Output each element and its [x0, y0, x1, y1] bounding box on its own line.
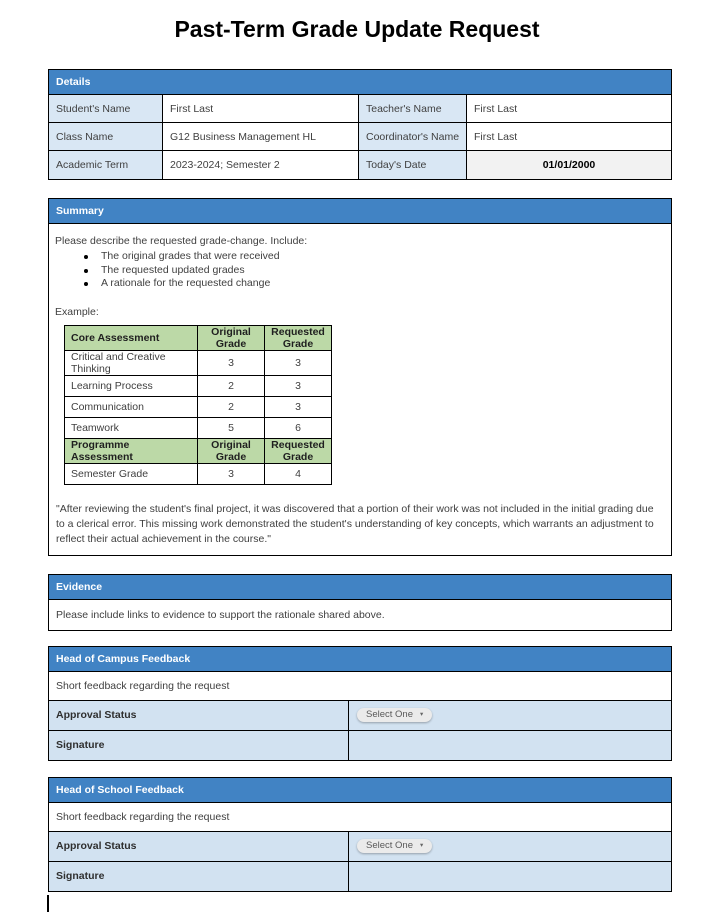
campus-approval-status-label: Approval Status	[49, 701, 348, 730]
requested-grade: 3	[265, 396, 332, 417]
dropdown-caret-icon: ▾	[420, 711, 424, 718]
evidence-section-header: Evidence	[49, 575, 671, 600]
school-signature-label: Signature	[49, 862, 348, 891]
campus-approval-status-cell	[348, 701, 671, 730]
original-grade: 2	[198, 396, 265, 417]
evidence-instruction[interactable]: Please include links to evidence to support the rationale shared above.	[56, 608, 385, 621]
head-of-campus-feedback-section	[48, 646, 672, 761]
teachers-name-label: Teacher's Name	[359, 95, 467, 123]
table-row	[65, 417, 332, 438]
summary-body[interactable]	[49, 224, 671, 555]
page-title: Past-Term Grade Update Request	[174, 16, 540, 42]
assessment-name: Communication	[65, 396, 198, 417]
text-cursor	[47, 895, 49, 912]
school-signature-field[interactable]	[348, 862, 671, 891]
campus-signature-row	[49, 731, 671, 760]
todays-date-value[interactable]: 01/01/2000	[467, 151, 671, 179]
class-name-value[interactable]: G12 Business Management HL	[163, 123, 359, 151]
campus-signature-label: Signature	[49, 731, 348, 760]
requested-grade: 4	[265, 463, 332, 484]
class-name-label: Class Name	[49, 123, 163, 151]
campus-feedback-input[interactable]: Short feedback regarding the request	[49, 672, 671, 701]
teachers-name-value[interactable]: First Last	[467, 95, 671, 123]
assessment-name: Semester Grade	[65, 463, 198, 484]
summary-intro: Please describe the requested grade-change. Include:	[55, 235, 308, 247]
rationale-quote: "After reviewing the student's final project, it was discovered that a portion of their work was not included in the initial grading due to a clerical error. This missing work demonstrated the student's understanding of key concepts, which warrants an adjustment to reflect their actual achievement in the course."	[56, 502, 654, 545]
requested-grade-header: Requested Grade	[265, 438, 332, 463]
original-grade: 3	[198, 463, 265, 484]
head-of-school-feedback-section	[48, 777, 672, 892]
school-feedback-input[interactable]: Short feedback regarding the request	[49, 803, 671, 832]
school-approval-row	[49, 832, 671, 862]
campus-feedback-header: Head of Campus Feedback	[49, 647, 671, 672]
school-approval-status-label: Approval Status	[49, 832, 348, 861]
dropdown-selected-value: Select One	[366, 840, 413, 851]
requested-grade: 3	[265, 375, 332, 396]
core-assessment-header-row	[65, 325, 332, 350]
programme-assessment-header-row	[65, 438, 332, 463]
coordinators-name-value[interactable]: First Last	[467, 123, 671, 151]
dropdown-selected-value: Select One	[366, 709, 413, 720]
coordinators-name-label: Coordinator's Name	[359, 123, 467, 151]
original-grade-header: Original Grade	[198, 438, 265, 463]
campus-approval-row	[49, 701, 671, 731]
details-section-header: Details	[49, 70, 671, 95]
example-label: Example:	[55, 305, 99, 318]
core-assessment-header: Core Assessment	[65, 325, 198, 350]
school-approval-status-cell	[348, 832, 671, 861]
todays-date-label: Today's Date	[359, 151, 467, 179]
academic-term-value[interactable]: 2023-2024; Semester 2	[163, 151, 359, 179]
campus-approval-dropdown[interactable]	[357, 708, 432, 722]
summary-bullet-list	[55, 250, 663, 291]
table-row	[65, 375, 332, 396]
evidence-section	[48, 574, 672, 631]
school-feedback-header: Head of School Feedback	[49, 778, 671, 803]
original-grade: 5	[198, 417, 265, 438]
assessment-name: Learning Process	[65, 375, 198, 396]
table-row	[65, 350, 332, 375]
assessment-name: Teamwork	[65, 417, 198, 438]
table-row	[65, 396, 332, 417]
details-table	[49, 95, 671, 151]
details-table-last-row	[49, 151, 671, 179]
campus-signature-field[interactable]	[348, 731, 671, 760]
summary-bullet: A rationale for the requested change	[101, 277, 663, 291]
summary-bullet: The requested updated grades	[101, 264, 663, 278]
requested-grade: 6	[265, 417, 332, 438]
academic-term-label: Academic Term	[49, 151, 163, 179]
students-name-value[interactable]: First Last	[163, 95, 359, 123]
example-grade-table	[64, 325, 332, 485]
table-row	[65, 463, 332, 484]
summary-section	[48, 198, 672, 556]
school-approval-dropdown[interactable]	[357, 839, 432, 853]
students-name-label: Student's Name	[49, 95, 163, 123]
summary-bullet: The original grades that were received	[101, 250, 663, 264]
requested-grade-header: Requested Grade	[265, 325, 332, 350]
original-grade: 3	[198, 350, 265, 375]
summary-section-header: Summary	[49, 199, 671, 224]
assessment-name: Critical and Creative Thinking	[65, 350, 198, 375]
school-signature-row	[49, 862, 671, 891]
dropdown-caret-icon: ▾	[420, 842, 424, 849]
details-section	[48, 69, 672, 180]
document-content	[48, 69, 672, 912]
requested-grade: 3	[265, 350, 332, 375]
original-grade: 2	[198, 375, 265, 396]
original-grade-header: Original Grade	[198, 325, 265, 350]
programme-assessment-header: Programme Assessment	[65, 438, 198, 463]
